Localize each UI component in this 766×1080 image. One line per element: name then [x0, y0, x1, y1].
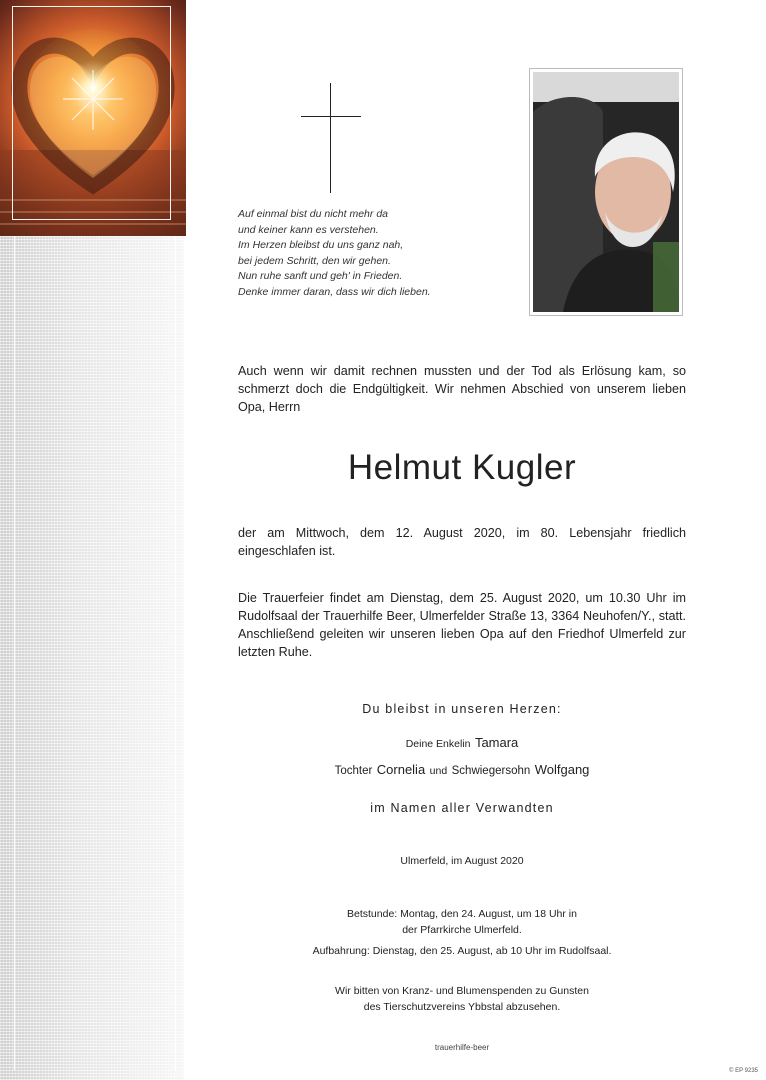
- heart-line: Du bleibst in unseren Herzen:: [362, 702, 562, 716]
- portrait-photo: [529, 68, 683, 316]
- place-date: Ulmerfeld, im August 2020: [400, 855, 524, 867]
- donation-line-2: des Tierschutzvereins Ybbstal abzusehen.: [363, 1001, 561, 1013]
- funeral-home-mark: trauerhilfe-beer: [434, 1043, 490, 1052]
- son-in-law-name: Wolfgang: [534, 762, 590, 777]
- donation-info: [238, 983, 686, 1015]
- prayer-line-2: der Pfarrkirche Ulmerfeld.: [402, 924, 522, 936]
- portrait-image: [533, 72, 679, 312]
- daughter-name: Cornelia: [376, 762, 426, 777]
- family-grandchild: [238, 734, 686, 752]
- heart-sunset-image: [0, 0, 186, 236]
- prayer-line-1: Betstunde: Montag, den 24. August, um 18 Uhr in: [347, 908, 577, 920]
- viewing-info: Aufbahrung: Dienstag, den 25. August, ab 10 Uhr im Rudolfsaal.: [312, 945, 612, 957]
- son-in-law-prefix: Schwiegersohn: [451, 765, 531, 777]
- side-strip-frame: [14, 236, 176, 1070]
- poem-line: bei jedem Schritt, den wir gehen.: [238, 254, 391, 267]
- deceased-name: Helmut Kugler: [347, 448, 577, 487]
- cross-icon: [301, 83, 361, 193]
- funeral-paragraph: Die Trauerfeier findet am Dienstag, dem 25. August 2020, um 10.30 Uhr im Rudolfsaal der Trauerhilfe Beer, Ulmerfelder Straße 13, 3364 Neuhofen/Y., statt. Anschließend geleiten wir unseren lieben Opa auf den Friedhof Ulmerfeld zur letzten Ruhe.: [238, 591, 686, 659]
- poem-line: Denke immer daran, dass wir dich lieben.: [238, 285, 431, 298]
- grandchild-name: Tamara: [474, 735, 519, 750]
- family-daughter: [238, 761, 686, 779]
- and-word: und: [429, 765, 448, 777]
- memorial-poem: [238, 207, 508, 300]
- donation-line-1: Wir bitten von Kranz- und Blumenspenden zu Gunsten: [335, 985, 589, 997]
- daughter-prefix: Tochter: [334, 765, 373, 777]
- death-notice-paragraph: der am Mittwoch, dem 12. August 2020, im 80. Lebensjahr friedlich eingeschlafen ist.: [238, 526, 686, 558]
- poem-line: Auf einmal bist du nicht mehr da: [238, 208, 388, 220]
- heart-image-frame: [12, 6, 171, 220]
- intro-paragraph: Auch wenn wir damit rechnen mussten und der Tod als Erlösung kam, so schmerzt doch die Endgültigkeit. Wir nehmen Abschied von unserem lieben Opa, Herrn: [238, 364, 686, 414]
- prayer-info: [238, 906, 686, 938]
- relatives-line: im Namen aller Verwandten: [370, 801, 554, 815]
- poem-line: Nun ruhe sanft und geh' in Frieden.: [238, 270, 403, 282]
- poem-line: und keiner kann es verstehen.: [238, 223, 379, 236]
- grandchild-prefix: Deine Enkelin: [405, 738, 471, 750]
- poem-line: Im Herzen bleibst du uns ganz nah,: [238, 239, 404, 251]
- print-code: © EP 9235: [729, 1068, 758, 1074]
